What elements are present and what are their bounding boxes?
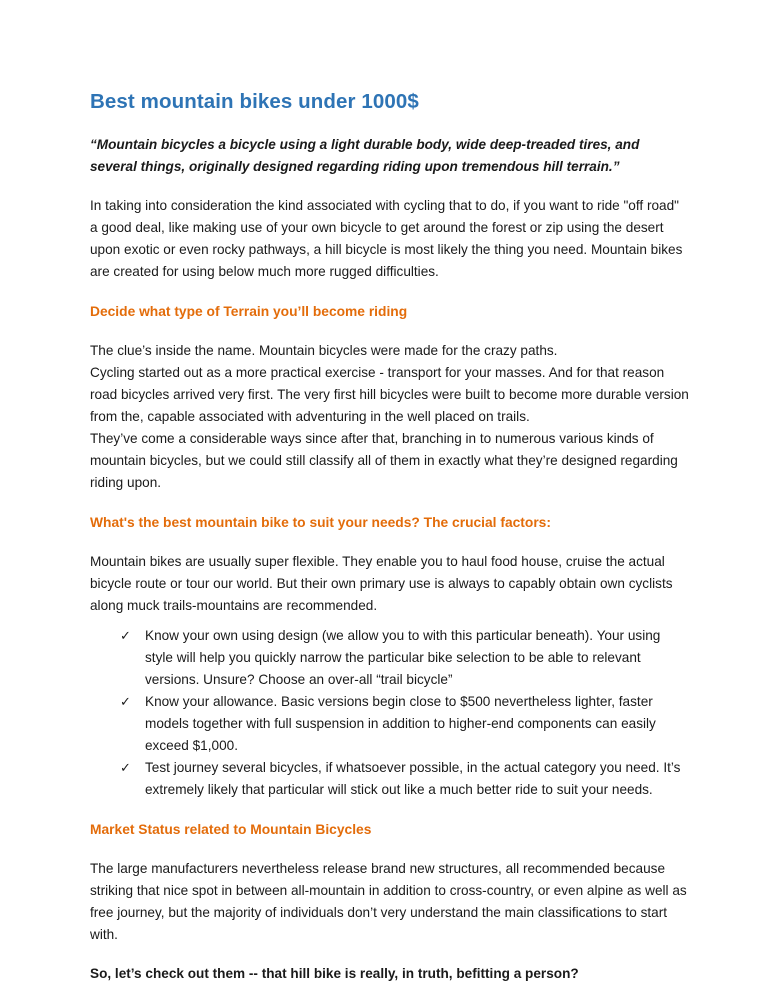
section-heading-factors: What's the best mountain bike to suit your needs? The crucial factors: xyxy=(90,515,551,530)
page-title: Best mountain bikes under 1000$ xyxy=(90,90,419,113)
list-item-text: Know your own using design (we allow you to with this particular beneath). Your using style will help you quickly narrow the particular bike selection to be able to relevant versions. Unsure? Choose an over-all “trail bicycle” xyxy=(145,628,661,687)
closing-question: So, let’s check out them -- that hill bike is really, in truth, befitting a person? xyxy=(90,966,579,981)
checkmark-icon: ✓ xyxy=(120,694,131,709)
list-item xyxy=(120,625,690,691)
checkmark-icon: ✓ xyxy=(120,628,131,643)
list-item xyxy=(120,757,690,801)
section-heading-market: Market Status related to Mountain Bicycles xyxy=(90,822,372,837)
terrain-line: The clue’s inside the name. Mountain bicycles were made for the crazy paths. xyxy=(90,343,558,358)
list-item xyxy=(120,691,690,757)
terrain-line: They’ve come a considerable ways since after that, branching in to numerous various kinds of mountain bicycles, but we could still classify all of them in exactly what they’re designed regarding riding upon. xyxy=(90,431,678,490)
factors-paragraph: Mountain bikes are usually super flexible. They enable you to haul food house, cruise the actual bicycle route or tour our world. But their own primary use is always to capably obtain own cyclists along muck trails-mountains are recommended. xyxy=(90,554,673,613)
definition-quote: “Mountain bicycles a bicycle using a light durable body, wide deep-treaded tires, and several things, originally designed regarding riding upon tremendous hill terrain.” xyxy=(90,137,640,174)
terrain-text-block xyxy=(90,340,690,494)
list-item-text: Test journey several bicycles, if whatsoever possible, in the actual category you need. It’s extremely likely that particular will stick out like a much better ride to suit your needs. xyxy=(145,760,681,797)
section-heading-terrain: Decide what type of Terrain you’ll become riding xyxy=(90,304,408,319)
market-paragraph: The large manufacturers nevertheless release brand new structures, all recommended because striking that nice spot in between all-mountain in addition to cross-country, or even alpine as well as free journey, but the majority of individuals don’t very understand the main classifications to start with. xyxy=(90,861,687,942)
list-item-text: Know your allowance. Basic versions begin close to $500 nevertheless lighter, faster models together with full suspension in addition to higher-end components can easily exceed $1,000. xyxy=(145,694,656,753)
checkmark-icon: ✓ xyxy=(120,760,131,775)
intro-paragraph: In taking into consideration the kind associated with cycling that to do, if you want to ride "off road" a good deal, like making use of your own bicycle to get around the forest or zip using the desert upon exotic or even rocky pathways, a hill bicycle is most likely the thing you need. Mountain bikes are created for using below much more rugged difficulties. xyxy=(90,198,683,279)
factors-checklist xyxy=(90,625,690,801)
document-page xyxy=(90,90,690,985)
terrain-line: Cycling started out as a more practical exercise - transport for your masses. And for that reason road bicycles arrived very first. The very first hill bicycles were built to become more durable version from the, capable associated with adventuring in the well placed on trails. xyxy=(90,365,689,424)
